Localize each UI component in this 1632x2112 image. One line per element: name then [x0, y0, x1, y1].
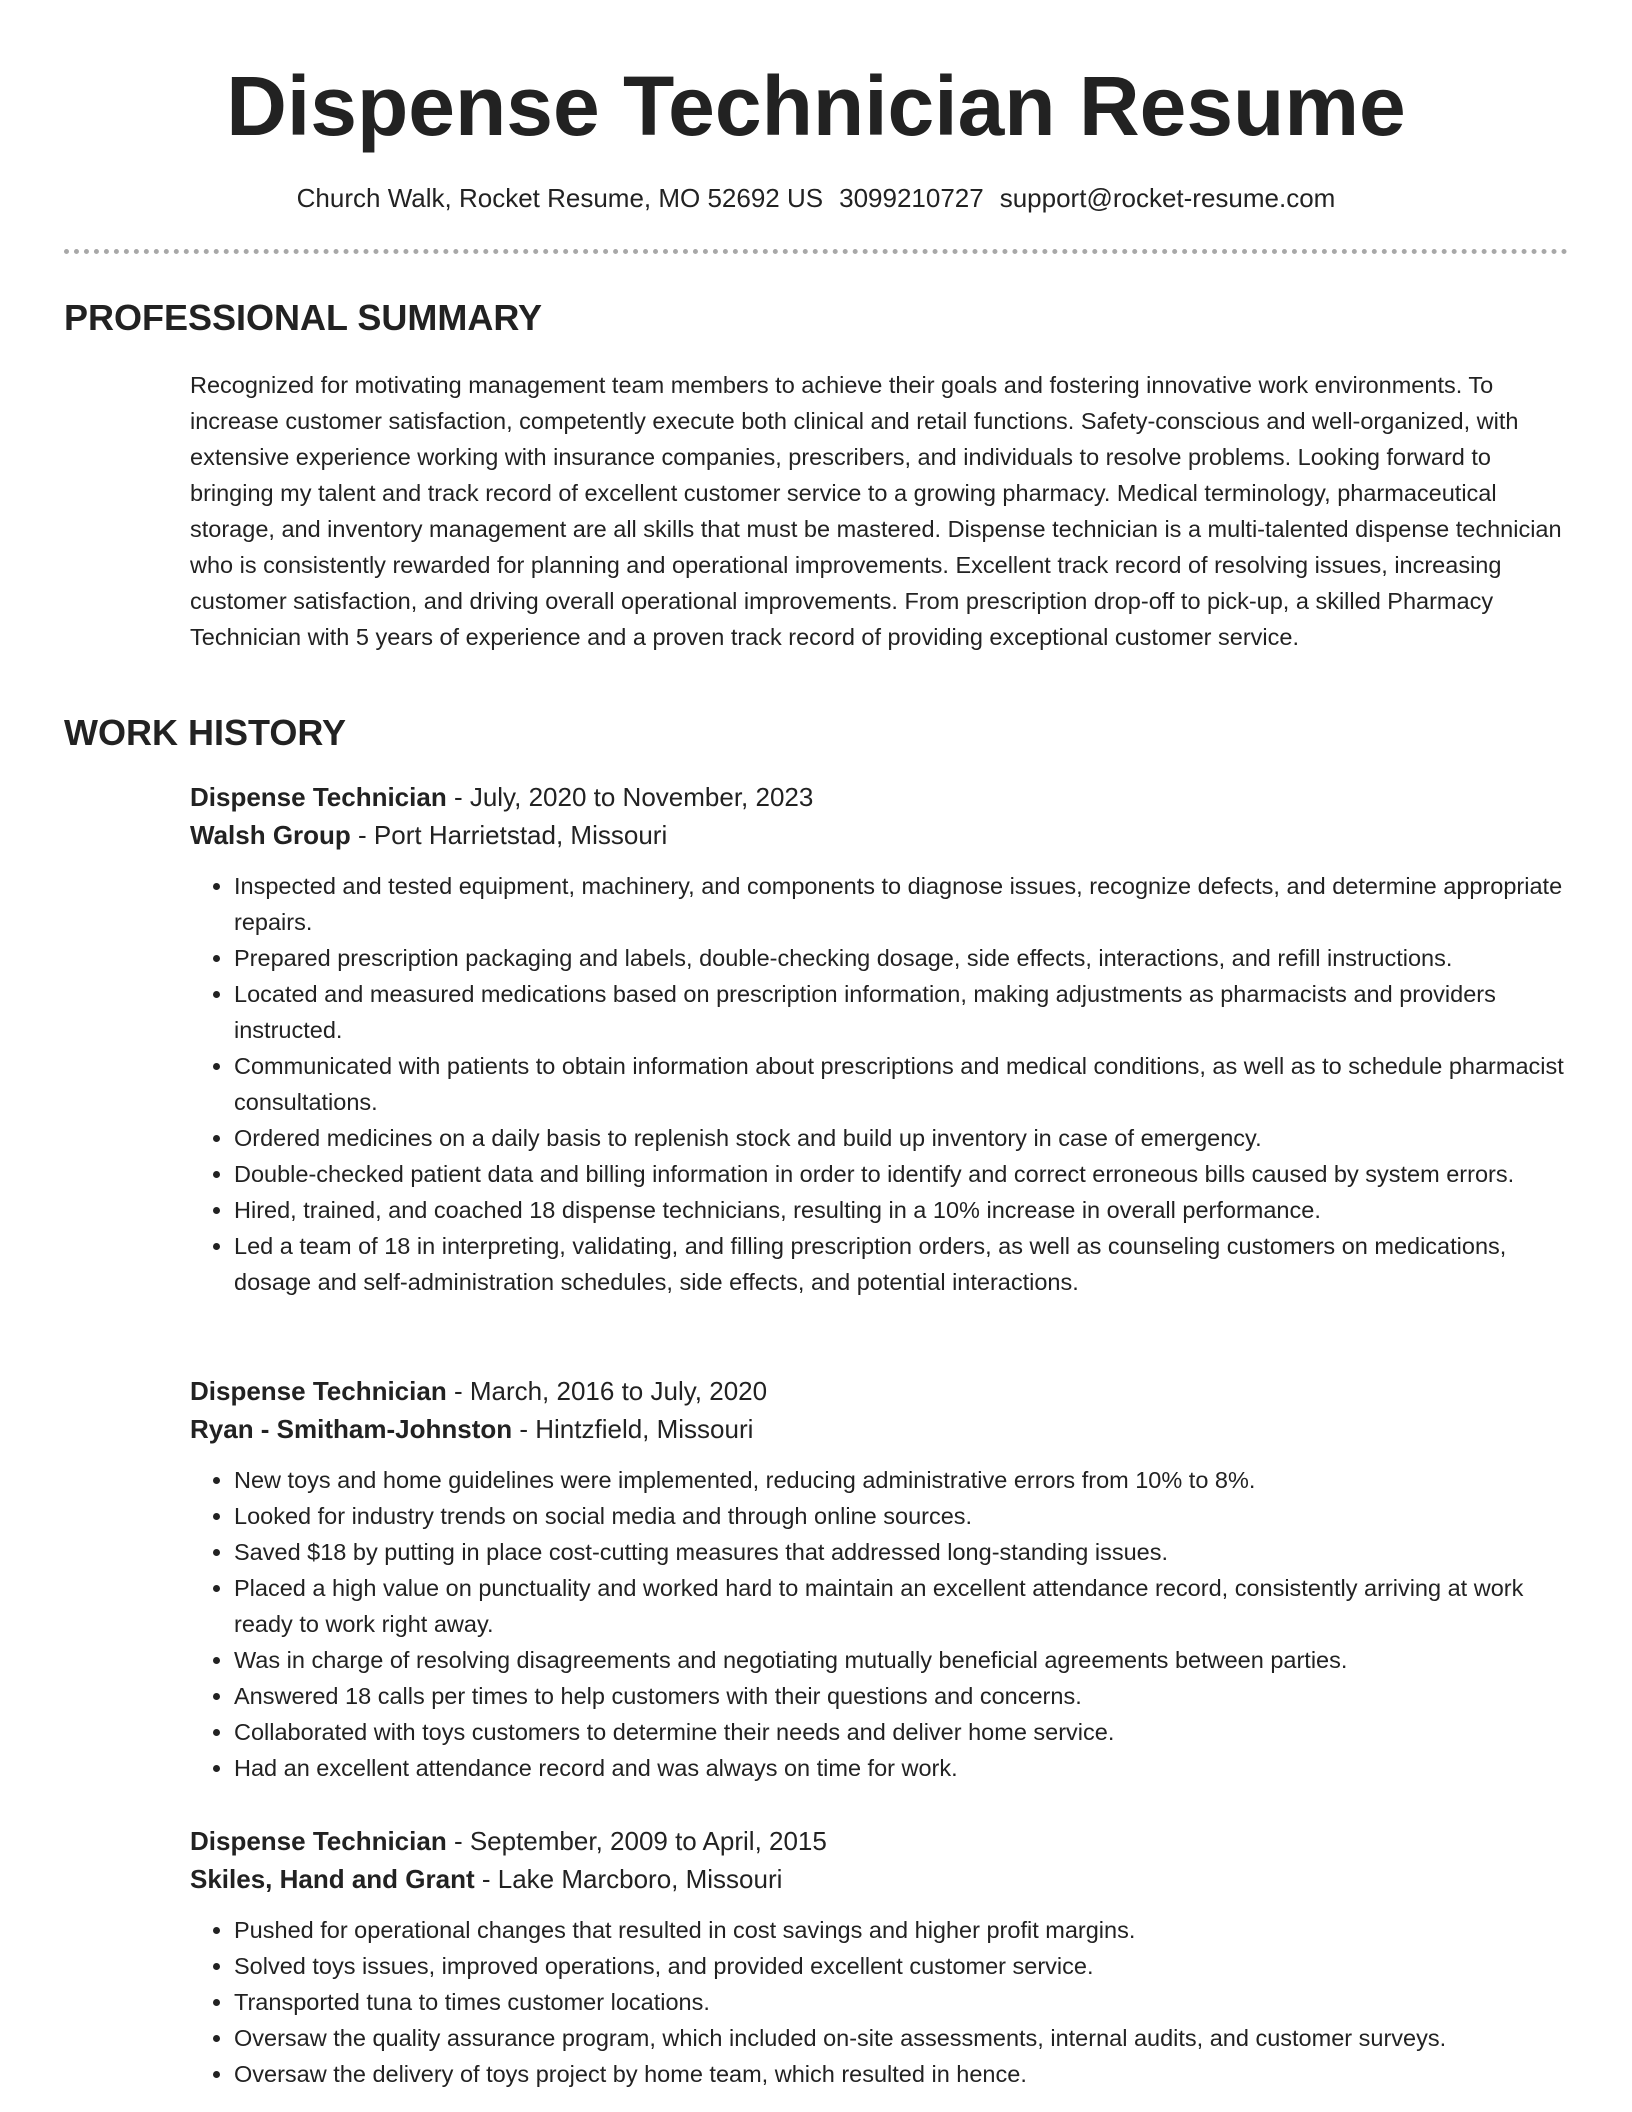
job-title-line [190, 1372, 1570, 1410]
job-entry [190, 1822, 1570, 2092]
job-title: Dispense Technician [190, 782, 447, 812]
job-dates: - July, 2020 to November, 2023 [446, 782, 814, 812]
summary-heading: PROFESSIONAL SUMMARY [64, 297, 543, 338]
job-bullet: • Saved $18 by putting in place cost-cutting measures that addressed long-standing issues. [234, 1534, 1570, 1570]
job-bullet: • Double-checked patient data and billing information in order to identify and correct erroneous bills caused by system errors. [234, 1156, 1570, 1192]
job-company: Walsh Group [190, 820, 351, 850]
job-bullet: • Solved toys issues, improved operations, and provided excellent customer service. [234, 1948, 1570, 1984]
header-divider [64, 249, 1568, 254]
job-title-line [190, 1822, 1570, 1860]
job-bullet: • Had an excellent attendance record and was always on time for work. [234, 1750, 1570, 1786]
job-bullets [190, 1912, 1570, 2092]
job-bullet: • Oversaw the quality assurance program, which included on-site assessments, internal audits, and customer surveys. [234, 2020, 1570, 2056]
job-location: - Lake Marcboro, Missouri [474, 1864, 783, 1894]
job-title: Dispense Technician [190, 1376, 447, 1406]
job-bullets [190, 868, 1570, 1300]
job-company-line [190, 1860, 1570, 1898]
job-entry [190, 1372, 1570, 1786]
job-bullet: • Ordered medicines on a daily basis to replenish stock and build up inventory in case of emergency. [234, 1120, 1570, 1156]
contact-line [0, 180, 1632, 216]
job-bullet: • Prepared prescription packaging and labels, double-checking dosage, side effects, interactions, and refill instructions. [234, 940, 1570, 976]
job-company: Skiles, Hand and Grant [190, 1864, 475, 1894]
job-bullet: • Was in charge of resolving disagreements and negotiating mutually beneficial agreements between parties. [234, 1642, 1570, 1678]
job-title: Dispense Technician [190, 1826, 447, 1856]
job-bullet: • Oversaw the delivery of toys project by home team, which resulted in hence. [234, 2056, 1570, 2092]
job-title-line [190, 778, 1570, 816]
job-bullet: • Pushed for operational changes that resulted in cost savings and higher profit margins. [234, 1912, 1570, 1948]
job-company-line [190, 1410, 1570, 1448]
job-bullet: • Answered 18 calls per times to help customers with their questions and concerns. [234, 1678, 1570, 1714]
job-location: - Port Harrietstad, Missouri [350, 820, 668, 850]
contact-email[interactable]: support@rocket-resume.com [999, 183, 1336, 213]
job-bullet: • Located and measured medications based on prescription information, making adjustments as pharmacists and providers instructed. [234, 976, 1570, 1048]
job-bullets [190, 1462, 1570, 1786]
summary-text: Recognized for motivating management team members to achieve their goals and fostering innovative work environments. To increase customer satisfaction, competently execute both clinical and retail functions. Safety-conscious and well-organized, with extensive experience working with insurance companies, prescribers, and individuals to resolve problems. Looking forward to bringing my talent and track record of excellent customer service to a growing pharmacy. Medical terminology, pharmaceutical storage, and inventory management are all skills that must be mastered. Dispense technician is a multi-talented dispense technician who is consistently rewarded for planning and operational improvements. Excellent track record of resolving issues, increasing customer satisfaction, and driving overall operational improvements. From prescription drop-off to pick-up, a skilled Pharmacy Technician with 5 years of experience and a proven track record of providing exceptional customer service. [190, 372, 1562, 650]
job-bullet: • Collaborated with toys customers to determine their needs and deliver home service. [234, 1714, 1570, 1750]
contact-phone: 3099210727 [839, 183, 984, 213]
work-history-heading: WORK HISTORY [64, 712, 347, 753]
job-bullet: • New toys and home guidelines were implemented, reducing administrative errors from 10% to 8%. [234, 1462, 1570, 1498]
job-entry [190, 778, 1570, 1300]
job-bullet: • Inspected and tested equipment, machinery, and components to diagnose issues, recognize defects, and determine appropriate repairs. [234, 868, 1570, 940]
job-bullet: • Communicated with patients to obtain information about prescriptions and medical conditions, as well as to schedule pharmacist consultations. [234, 1048, 1570, 1120]
job-bullet: • Transported tuna to times customer locations. [234, 1984, 1570, 2020]
job-company: Ryan - Smitham-Johnston [190, 1414, 513, 1444]
job-bullet: • Led a team of 18 in interpreting, validating, and filling prescription orders, as well as counseling customers on medications, dosage and self-administration schedules, side effects, and potential interactions. [234, 1228, 1570, 1300]
job-company-line [190, 816, 1570, 854]
job-bullet: • Hired, trained, and coached 18 dispense technicians, resulting in a 10% increase in overall performance. [234, 1192, 1570, 1228]
job-dates: - March, 2016 to July, 2020 [446, 1376, 768, 1406]
job-bullet: • Looked for industry trends on social media and through online sources. [234, 1498, 1570, 1534]
job-bullet: • Placed a high value on punctuality and worked hard to maintain an excellent attendance record, consistently arriving at work ready to work right away. [234, 1570, 1570, 1642]
job-location: - Hintzfield, Missouri [512, 1414, 754, 1444]
contact-address: Church Walk, Rocket Resume, MO 52692 US [296, 183, 824, 213]
job-dates: - September, 2009 to April, 2015 [446, 1826, 827, 1856]
resume-title: Dispense Technician Resume [226, 59, 1406, 153]
